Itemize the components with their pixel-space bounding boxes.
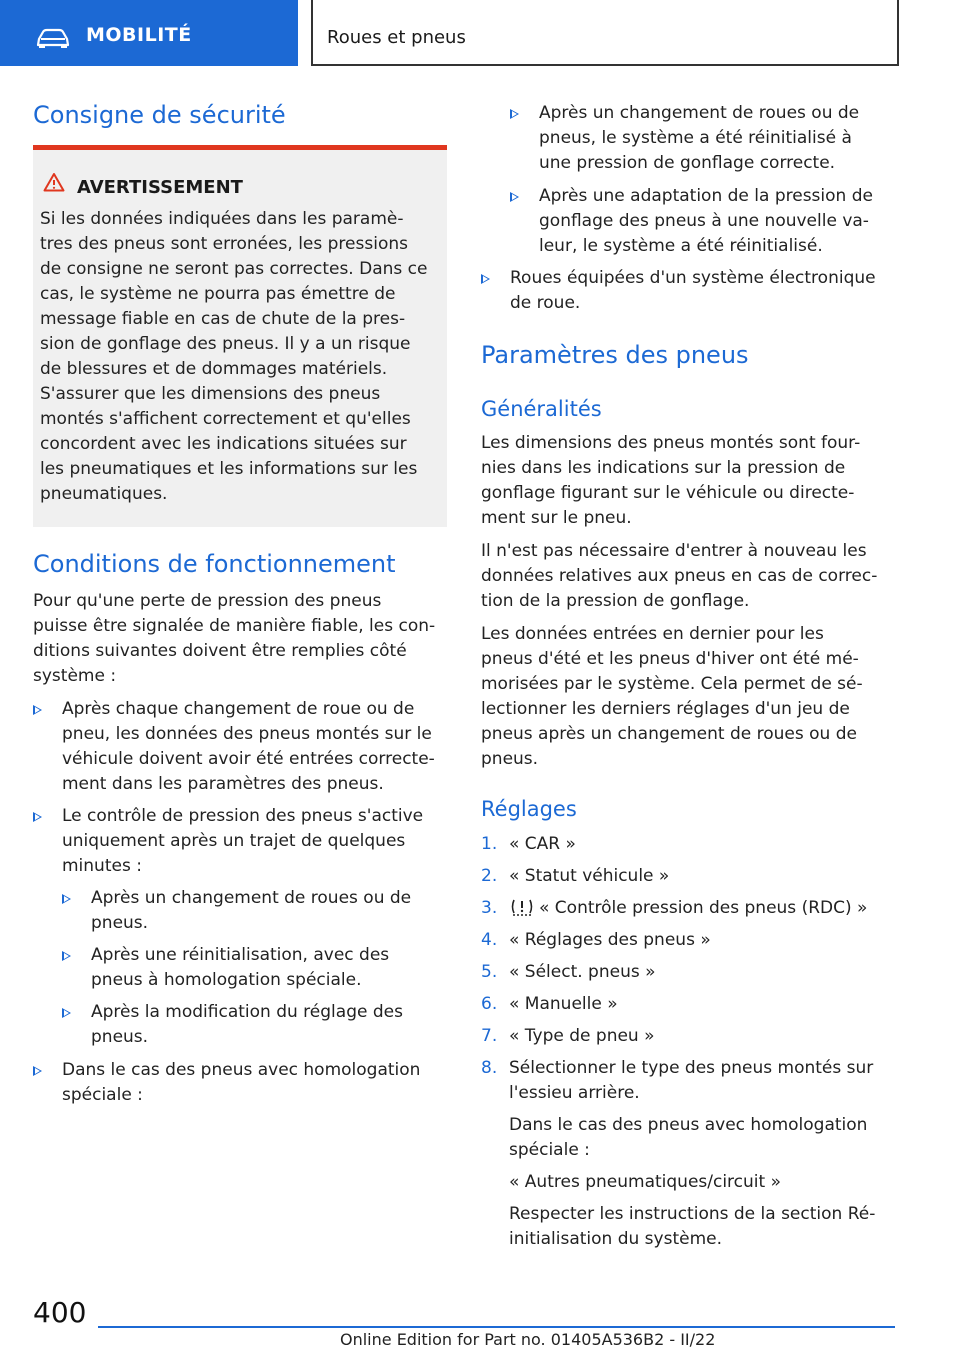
warning-line: sion de gonflage des pneus. Il y a un risque bbox=[40, 334, 411, 354]
warning-line: les pneumatiques et les informations sur les bbox=[40, 459, 418, 479]
general-paragraph-1 bbox=[481, 431, 895, 531]
text-line: ditions suivantes doivent être remplies côté bbox=[33, 641, 407, 661]
text-line: morisées par le système. Cela permet de sé- bbox=[481, 674, 863, 694]
list-item bbox=[510, 184, 895, 259]
step-item bbox=[481, 832, 895, 864]
step-item bbox=[481, 864, 895, 896]
text-line: gonflage figurant sur le véhicule ou directe- bbox=[481, 483, 855, 503]
step-number: 6. bbox=[481, 994, 498, 1014]
text-line: une pression de gonflage correcte. bbox=[539, 153, 836, 173]
step-text: « Contrôle pression des pneus (RDC) » bbox=[539, 898, 868, 918]
step-item bbox=[481, 992, 895, 1024]
list-item bbox=[62, 1000, 447, 1050]
text-line: spéciale : bbox=[62, 1085, 143, 1105]
text-line: lectionner les derniers réglages d'un jeu de bbox=[481, 699, 850, 719]
footer-divider bbox=[98, 1326, 895, 1328]
general-paragraph-2 bbox=[481, 539, 895, 614]
step-text: « Réglages des pneus » bbox=[509, 930, 711, 950]
step-number: 4. bbox=[481, 930, 498, 950]
text-line: initialisation du système. bbox=[509, 1229, 723, 1249]
bullet-arrow-icon bbox=[33, 812, 42, 822]
text-line: Respecter les instructions de la section Ré- bbox=[509, 1204, 876, 1224]
bullet-arrow-icon bbox=[481, 274, 490, 284]
text-line: pneus. bbox=[91, 913, 149, 933]
text-line: pneus. bbox=[91, 1027, 149, 1047]
warning-line: montés s'affichent correctement et qu'elles bbox=[40, 409, 411, 429]
step-item bbox=[481, 1056, 895, 1252]
step-item bbox=[481, 896, 895, 928]
step-number: 3. bbox=[481, 898, 498, 918]
text-line: Sélectionner le type des pneus montés sur bbox=[509, 1058, 874, 1078]
warning-triangle-icon bbox=[43, 172, 65, 192]
list-item bbox=[481, 266, 895, 316]
heading-settings: Réglages bbox=[481, 797, 577, 821]
text-line: Après la modification du réglage des bbox=[91, 1002, 403, 1022]
text-line: Après chaque changement de roue ou de bbox=[62, 699, 415, 719]
step-text: « CAR » bbox=[509, 834, 576, 854]
text-line: Roues équipées d'un système électronique bbox=[510, 268, 876, 288]
text-line: pneus à homologation spéciale. bbox=[91, 970, 362, 990]
heading-general: Généralités bbox=[481, 397, 602, 421]
general-paragraph-3 bbox=[481, 622, 895, 772]
warning-line: pneumatiques. bbox=[40, 484, 168, 504]
list-item bbox=[33, 697, 447, 797]
heading-safety: Consigne de sécurité bbox=[33, 101, 286, 129]
step-item bbox=[481, 960, 895, 992]
text-line: données relatives aux pneus en cas de correc- bbox=[481, 566, 878, 586]
bullet-arrow-icon bbox=[510, 109, 519, 119]
heading-conditions: Conditions de fonctionnement bbox=[33, 550, 396, 578]
chapter-tab[interactable] bbox=[311, 0, 899, 66]
bullet-arrow-icon bbox=[33, 1066, 42, 1076]
text-line: gonflage des pneus à une nouvelle va- bbox=[539, 211, 869, 231]
warning-text bbox=[40, 207, 442, 507]
text-line: uniquement après un trajet de quelques bbox=[62, 831, 406, 851]
text-line: Après un changement de roues ou de bbox=[539, 103, 860, 123]
chapter-title: Roues et pneus bbox=[327, 27, 466, 48]
conditions-intro bbox=[33, 589, 447, 689]
step-content bbox=[509, 896, 867, 921]
text-line: Après une réinitialisation, avec des bbox=[91, 945, 390, 965]
warning-line: tres des pneus sont erronées, les pressions bbox=[40, 234, 408, 254]
text-line: Après une adaptation de la pression de bbox=[539, 186, 873, 206]
warning-line: S'assurer que les dimensions des pneus bbox=[40, 384, 381, 404]
list-item bbox=[62, 943, 447, 993]
step-text: « Sélect. pneus » bbox=[509, 962, 656, 982]
text-line: « Autres pneumatiques/circuit » bbox=[509, 1172, 781, 1192]
step-number: 7. bbox=[481, 1026, 498, 1046]
text-line: Les dimensions des pneus montés sont four- bbox=[481, 433, 861, 453]
list-item bbox=[510, 101, 895, 176]
text-line: leur, le système a été réinitialisé. bbox=[539, 236, 823, 256]
footer-edition: Online Edition for Part no. 01405A536B2 - II/22 bbox=[340, 1330, 716, 1349]
list-item bbox=[62, 886, 447, 936]
text-line: ment dans les paramètres des pneus. bbox=[62, 774, 384, 794]
step-number: 5. bbox=[481, 962, 498, 982]
text-line: puisse être signalée de manière fiable, les con- bbox=[33, 616, 436, 636]
text-line: tion de la pression de gonflage. bbox=[481, 591, 750, 611]
text-line: Dans le cas des pneus avec homologation bbox=[509, 1115, 868, 1135]
text-line: pneu, les données des pneus montés sur le bbox=[62, 724, 432, 744]
step-item bbox=[481, 928, 895, 960]
text-line: pneus après un changement de roues ou de bbox=[481, 724, 857, 744]
bullet-arrow-icon bbox=[33, 705, 42, 715]
text-line: Les données entrées en dernier pour les bbox=[481, 624, 824, 644]
list-item bbox=[33, 1058, 447, 1108]
text-line: Il n'est pas nécessaire d'entrer à nouveau les bbox=[481, 541, 867, 561]
step-text: « Manuelle » bbox=[509, 994, 618, 1014]
bullet-arrow-icon bbox=[62, 1008, 71, 1018]
list-item bbox=[33, 804, 447, 879]
section-title: MOBILITÉ bbox=[86, 24, 192, 46]
warning-line: cas, le système ne pourra pas émettre de bbox=[40, 284, 396, 304]
bullet-arrow-icon bbox=[510, 192, 519, 202]
text-line: Dans le cas des pneus avec homologation bbox=[62, 1060, 421, 1080]
text-line: pneus d'été et les pneus d'hiver ont été mé- bbox=[481, 649, 859, 669]
steps-list bbox=[481, 832, 895, 1252]
section-tab[interactable] bbox=[0, 0, 298, 66]
bullet-arrow-icon bbox=[62, 951, 71, 961]
step-number: 2. bbox=[481, 866, 498, 886]
text-line: système : bbox=[33, 666, 117, 686]
text-line: ment sur le pneu. bbox=[481, 508, 632, 528]
text-line: spéciale : bbox=[509, 1140, 590, 1160]
heading-tire-params: Paramètres des pneus bbox=[481, 341, 749, 369]
text-line: nies dans les indications sur la pression de bbox=[481, 458, 846, 478]
step-content bbox=[509, 1056, 895, 1252]
warning-line: de blessures et de dommages matériels. bbox=[40, 359, 388, 379]
warning-line: de consigne ne seront pas correctes. Dans ce bbox=[40, 259, 428, 279]
text-line: véhicule doivent avoir été entrées correcte- bbox=[62, 749, 435, 769]
text-line: pneus. bbox=[481, 749, 539, 769]
step-number: 8. bbox=[481, 1058, 498, 1078]
text-line: de roue. bbox=[510, 293, 581, 313]
step-number: 1. bbox=[481, 834, 498, 854]
warning-title: AVERTISSEMENT bbox=[77, 177, 243, 198]
text-line: Le contrôle de pression des pneus s'active bbox=[62, 806, 424, 826]
tpms-icon bbox=[509, 898, 535, 916]
warning-line: Si les données indiquées dans les paramè- bbox=[40, 209, 404, 229]
car-icon bbox=[36, 27, 70, 49]
step-item bbox=[481, 1024, 895, 1056]
warning-line: message fiable en cas de chute de la pres- bbox=[40, 309, 406, 329]
warning-line: concordent avec les indications situées sur bbox=[40, 434, 407, 454]
text-line: minutes : bbox=[62, 856, 142, 876]
text-line: l'essieu arrière. bbox=[509, 1083, 640, 1103]
bullet-arrow-icon bbox=[62, 894, 71, 904]
text-line: pneus, le système a été réinitialisé à bbox=[539, 128, 852, 148]
page-number: 400 bbox=[33, 1296, 87, 1329]
text-line: Pour qu'une perte de pression des pneus bbox=[33, 591, 382, 611]
warning-box bbox=[33, 145, 447, 527]
step-text: « Type de pneu » bbox=[509, 1026, 655, 1046]
text-line: Après un changement de roues ou de bbox=[91, 888, 412, 908]
step-text: « Statut véhicule » bbox=[509, 866, 670, 886]
